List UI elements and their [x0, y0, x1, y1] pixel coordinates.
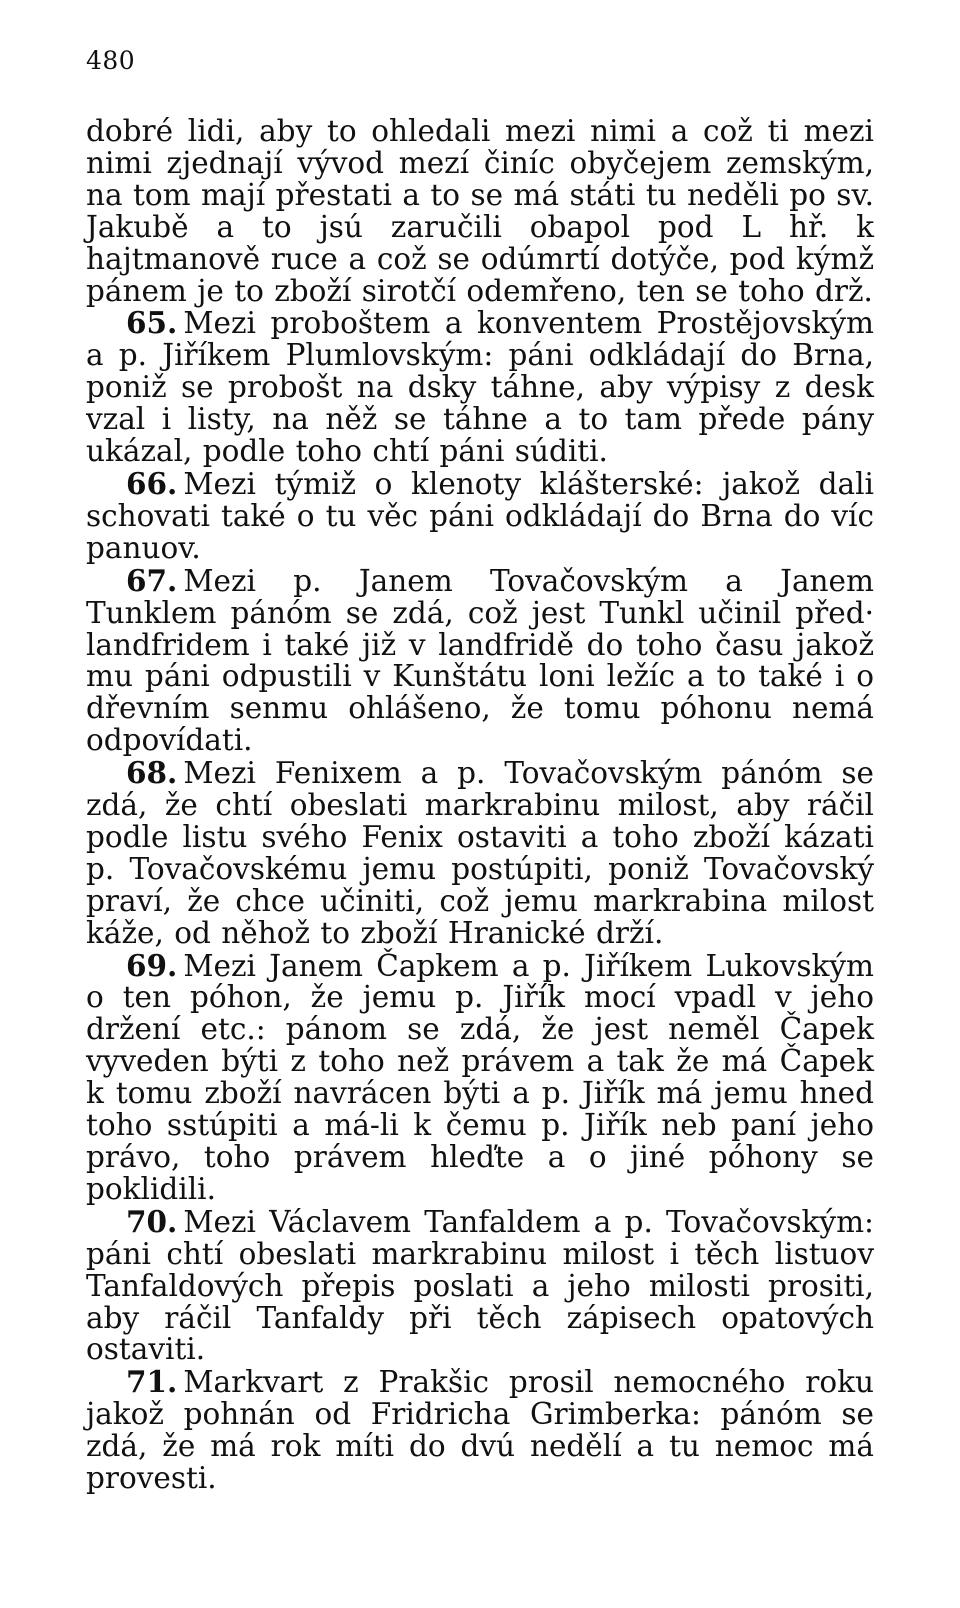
- section-number: 68.: [126, 755, 178, 791]
- body-text: [86, 116, 874, 1495]
- section-number: 69.: [126, 947, 178, 983]
- section-70: [86, 1203, 874, 1367]
- section-67: [86, 562, 874, 758]
- page-number: 480: [86, 46, 136, 75]
- section-text: Mezi proboštem a konventem Prostějovským a p. Jiříkem Plumlovským: páni odkládají do Brna, poniž se probošt na dsky táhne, aby výpisy z desk vzal i listy, na něž se táhne a to tam přede pány ukázal, podle toho chtí páni súditi.: [86, 306, 874, 469]
- section-text: Mezi týmiž o klenoty klášterské: jakož dali schovati také o tu věc páni odkládají do Brna do víc panuov.: [86, 466, 874, 565]
- section-number: 66.: [126, 465, 178, 501]
- section-65: [86, 307, 874, 468]
- section-text: Markvart z Prakšic prosil nemocného roku jakož pohnán od Fridricha Grimberka: pánóm se zdá, že má rok míti do dvú nedělí a tu nemoc má provesti.: [86, 1365, 874, 1496]
- section-number: 70.: [126, 1203, 178, 1239]
- section-68: [86, 757, 874, 949]
- section-66: [86, 465, 874, 565]
- section-71: [86, 1366, 874, 1495]
- section-text: Mezi p. Janem Tovačovským a Janem Tunklem pánóm se zdá, což jest Tunkl učinil před· landfridem i také již v landfridě do toho času jakož mu páni odpustili v Kunštátu loni ležíc a to také i o dřevním senmu ohlášeno, že tomu póhonu nemá odpovídati.: [86, 563, 874, 758]
- section-number: 71.: [126, 1364, 178, 1400]
- section-text: Mezi Fenixem a p. Tovačovským pánóm se zdá, že chtí obeslati markrabinu milost, aby ráčil podle listu svého Fenix ostaviti a toho zboží kázati p. Tovačovskému jemu postúpiti, poniž Tovačovský praví, že chce učiniti, což jemu markrabina milost káže, od něhož to zboží Hranické drží.: [86, 756, 874, 950]
- section-69: [86, 947, 874, 1206]
- paragraph-text: dobré lidi, aby to ohledali mezi nimi a což ti mezi nimi zjednají vývod mezí činíc obyčejem zemským, na tom mají přestati a to se má státi tu neděli po sv. Jakubě a to jsú zaručili obapol pod L hř. k hajtmanově ruce a což se odúmrtí dotýče, pod kýmž pánem je to zboží sirotčí odemřeno, ten se toho drž.: [86, 114, 874, 308]
- section-number: 65.: [126, 305, 178, 341]
- paragraph-continuation: [86, 116, 874, 307]
- section-text: Mezi Janem Čapkem a p. Jiříkem Lukovským o ten póhon, že jemu p. Jiřík mocí vpadl v jeho držení etc.: pánom se zdá, že jest neměl Čapek vyveden býti z toho než právem a tak že má Čapek k tomu zboží navrácen býti a p. Jiřík má jemu hned toho sstúpiti a má-li k čemu p. Jiřík neb paní jeho právo, toho právem hleďte a o jiné póhony se poklidili.: [86, 948, 874, 1206]
- section-text: Mezi Václavem Tanfaldem a p. Tovačovským: páni chtí obeslati markrabinu milost i těch listuov Tanfaldových přepis poslati a jeho milosti prositi, aby ráčil Tanfaldy při těch zápisech opatových ostaviti.: [86, 1204, 874, 1367]
- section-number: 67.: [126, 562, 178, 598]
